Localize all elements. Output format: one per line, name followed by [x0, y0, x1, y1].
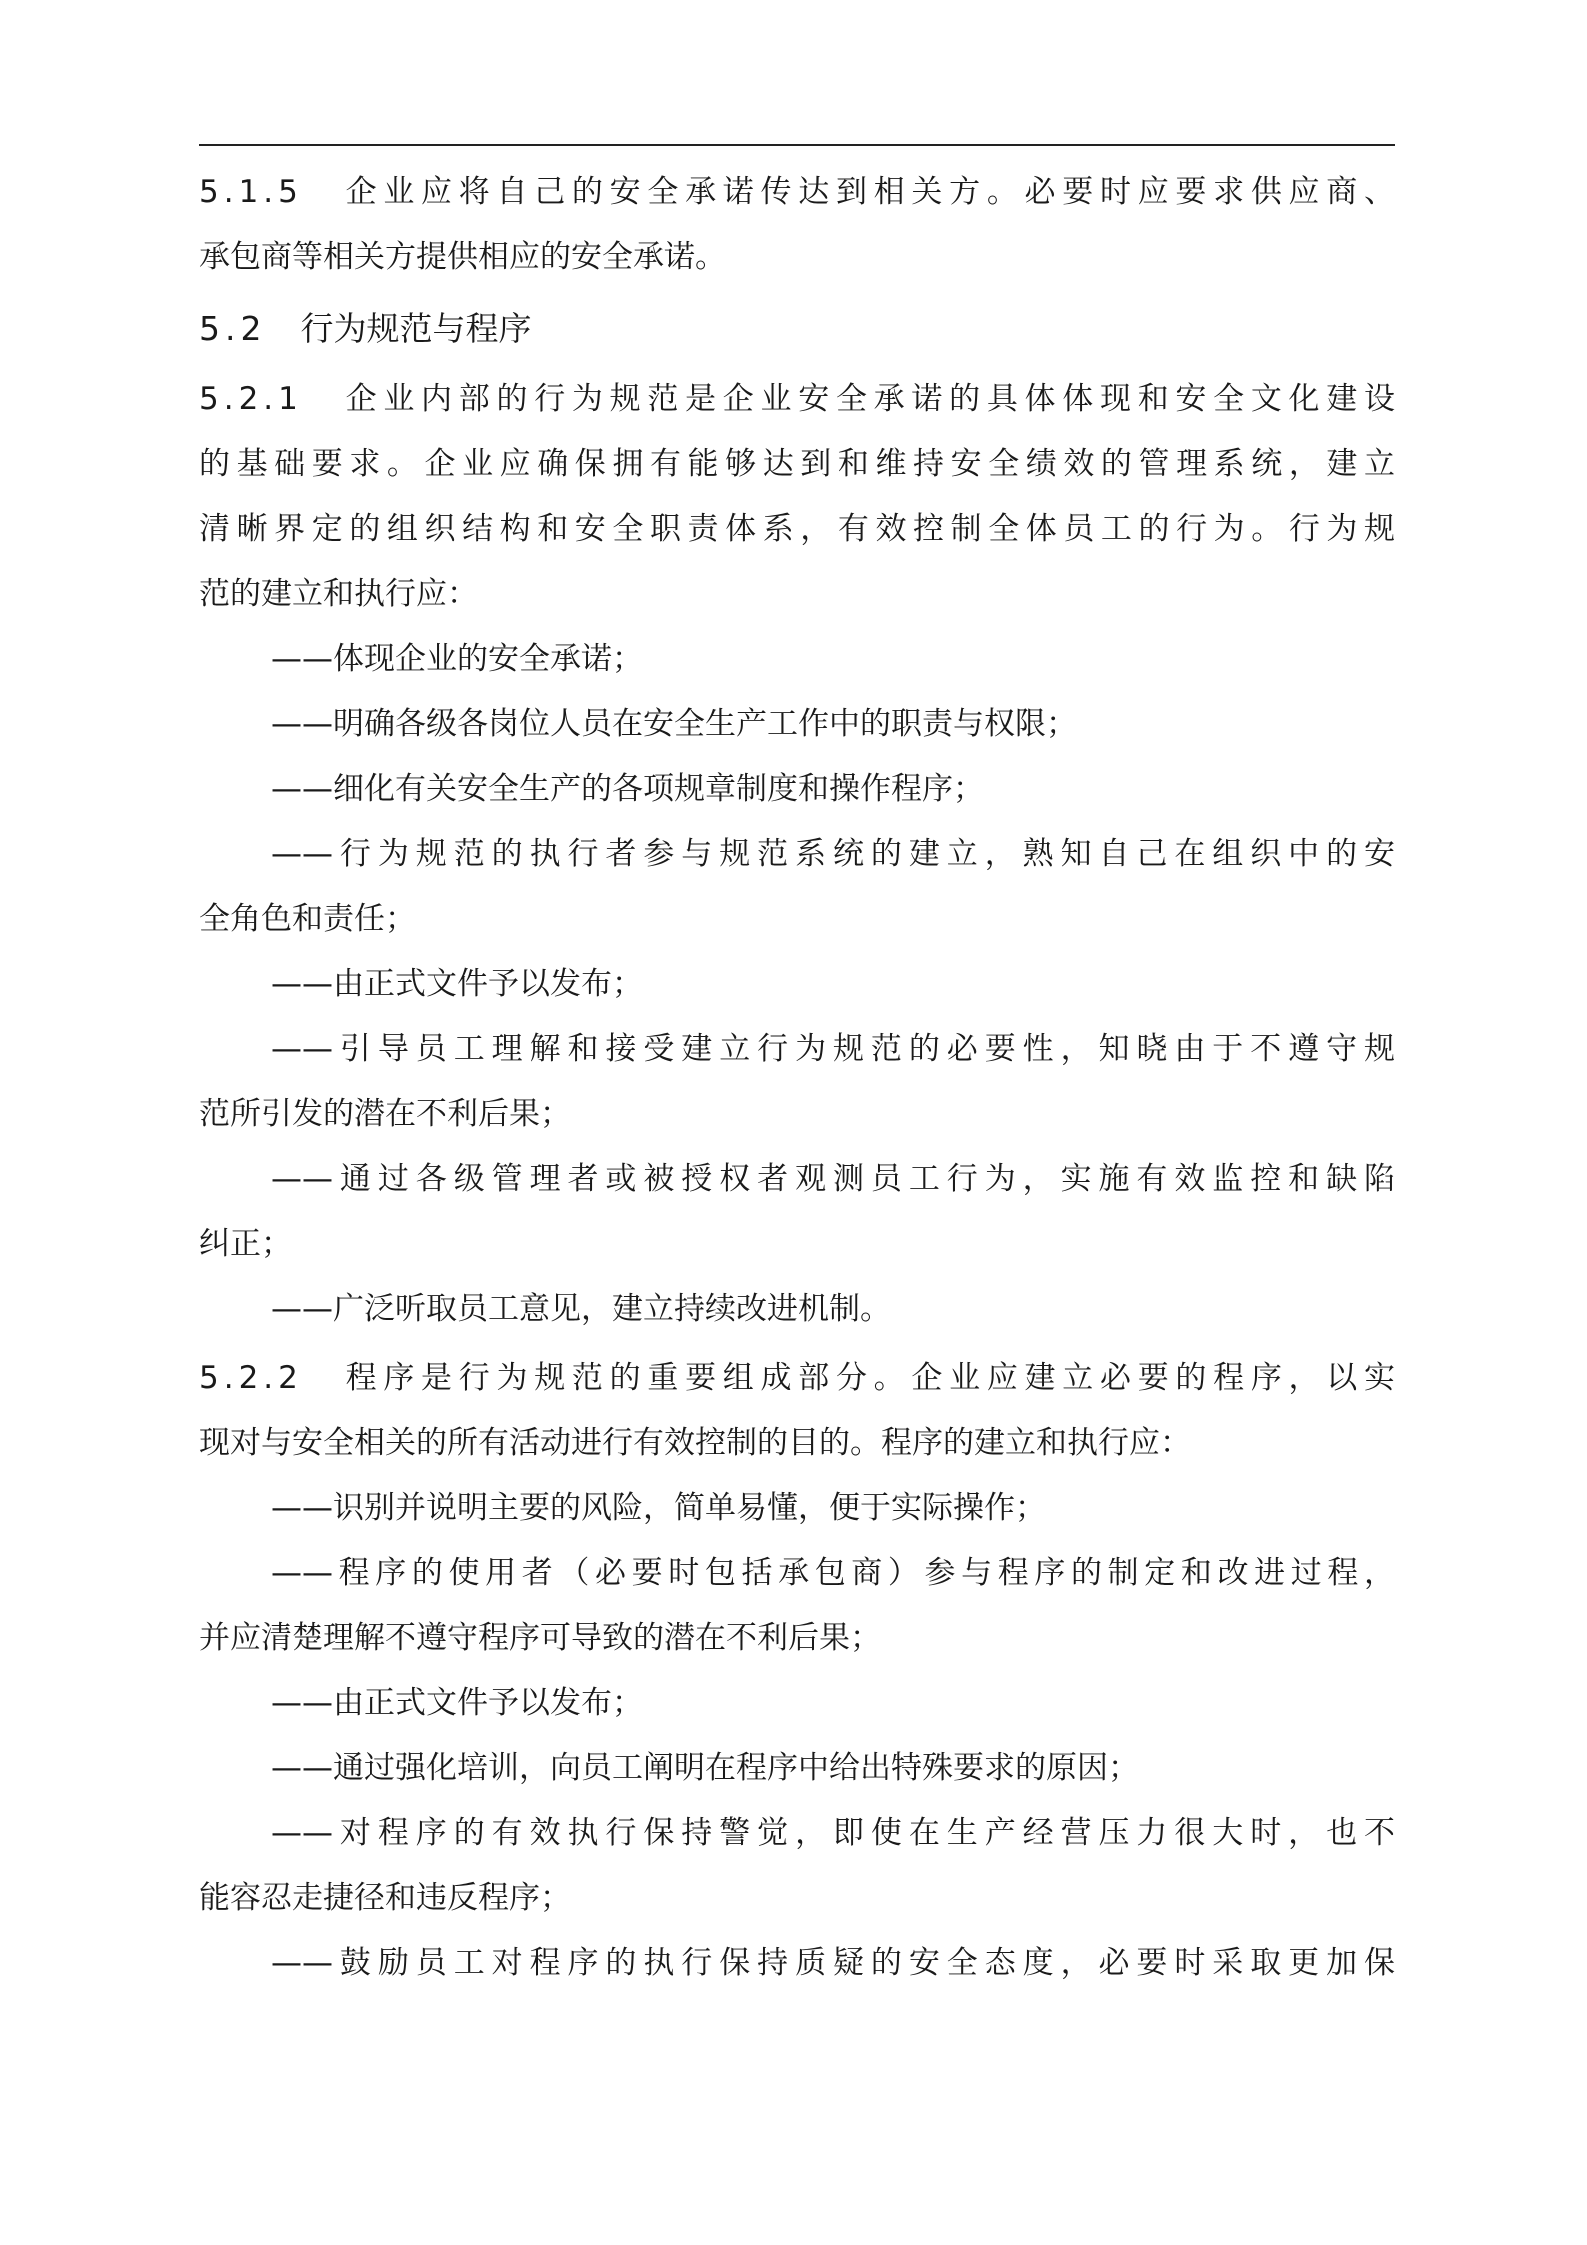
- list-item-line: ——由正式文件予以发布；: [271, 966, 643, 1002]
- list-item: [199, 1541, 1395, 1671]
- list-item: [199, 1277, 1395, 1342]
- list-item-line: ——通过各级管理者或被授权者观测员工行为，实施有效监控和缺陷: [271, 1161, 1395, 1197]
- section-5-1-5: [199, 160, 1395, 290]
- list-item: [199, 1476, 1395, 1541]
- list-item-line: ——识别并说明主要的风险，简单易懂，便于实际操作；: [271, 1490, 1046, 1526]
- section-number: 5.2.2: [199, 1360, 303, 1396]
- paragraph-line: [199, 160, 1395, 225]
- list-item-line: 并应清楚理解不遵守程序可导致的潜在不利后果；: [199, 1620, 881, 1656]
- paragraph-line: 清晰界定的组织结构和安全职责体系，有效控制全体员工的行为。行为规: [199, 511, 1395, 547]
- list-item-line: ——细化有关安全生产的各项规章制度和操作程序；: [271, 771, 984, 807]
- paragraph-line: 的基础要求。企业应确保拥有能够达到和维持安全绩效的管理系统，建立: [199, 446, 1395, 482]
- list-item: [199, 692, 1395, 757]
- section-title: 行为规范与程序: [300, 309, 532, 348]
- header-rule: [199, 144, 1395, 146]
- paragraph-line: 承包商等相关方提供相应的安全承诺。: [199, 239, 726, 275]
- paragraph-line: [199, 367, 1395, 432]
- list-item: [199, 822, 1395, 952]
- list-item: [199, 1671, 1395, 1736]
- paragraph-line: 范的建立和执行应：: [199, 576, 478, 612]
- list-item-line: 全角色和责任；: [199, 901, 416, 937]
- document-body: [199, 160, 1395, 1996]
- list-item: [199, 1801, 1395, 1931]
- list-item-line: ——由正式文件予以发布；: [271, 1685, 643, 1721]
- list-item-line: ——广泛听取员工意见，建立持续改进机制。: [271, 1291, 891, 1327]
- list-item-line: ——鼓励员工对程序的执行保持质疑的安全态度，必要时采取更加保: [271, 1945, 1395, 1981]
- paragraph-text: 企业内部的行为规范是企业安全承诺的具体体现和安全文化建设: [338, 381, 1395, 417]
- section-number: 5.1.5: [199, 174, 303, 210]
- list-item: [199, 1017, 1395, 1147]
- section-heading-5-2: [199, 294, 1395, 363]
- list-item-line: ——明确各级各岗位人员在安全生产工作中的职责与权限；: [271, 706, 1077, 742]
- list-item: [199, 1931, 1395, 1996]
- list-item: [199, 627, 1395, 692]
- list-item-line: ——引导员工理解和接受建立行为规范的必要性，知晓由于不遵守规: [271, 1031, 1395, 1067]
- list-item: [199, 757, 1395, 822]
- list-item-line: 范所引发的潜在不利后果；: [199, 1096, 571, 1132]
- list-item-line: ——对程序的有效执行保持警觉，即使在生产经营压力很大时，也不: [271, 1815, 1395, 1851]
- list-item-line: 纠正；: [199, 1226, 292, 1262]
- list-item: [199, 1147, 1395, 1277]
- list-item-line: 能容忍走捷径和违反程序；: [199, 1880, 571, 1916]
- list-item-line: ——程序的使用者（必要时包括承包商）参与程序的制定和改进过程，: [271, 1555, 1395, 1591]
- list-item-line: ——通过强化培训，向员工阐明在程序中给出特殊要求的原因；: [271, 1750, 1139, 1786]
- paragraph-text: 程序是行为规范的重要组成部分。企业应建立必要的程序，以实: [338, 1360, 1395, 1396]
- list-item-line: ——行为规范的执行者参与规范系统的建立，熟知自己在组织中的安: [271, 836, 1395, 872]
- paragraph-line: 现对与安全相关的所有活动进行有效控制的目的。程序的建立和执行应：: [199, 1425, 1191, 1461]
- paragraph-text: 企业应将自己的安全承诺传达到相关方。必要时应要求供应商、: [338, 174, 1395, 210]
- list-item: [199, 952, 1395, 1017]
- section-number: 5.2.1: [199, 381, 303, 417]
- list-item-line: ——体现企业的安全承诺；: [271, 641, 643, 677]
- section-5-2-2: [199, 1346, 1395, 1996]
- paragraph-line: [199, 1346, 1395, 1411]
- section-5-2-1: [199, 367, 1395, 1342]
- section-number: 5.2: [199, 309, 267, 348]
- list-item: [199, 1736, 1395, 1801]
